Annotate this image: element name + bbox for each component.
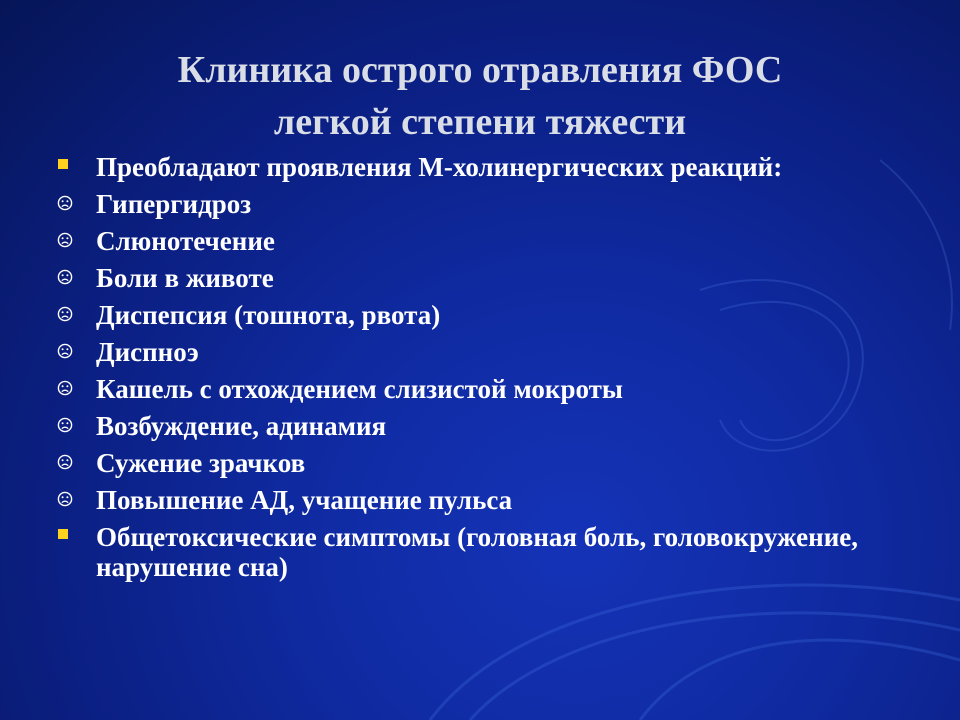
list-item-text: Слюнотечение [96, 226, 275, 256]
list-item [56, 337, 916, 367]
symptom-list [56, 152, 916, 589]
list-item-text: Диспноэ [96, 337, 199, 367]
list-item-text: Общетоксические симптомы (головная боль, головокружение, нарушение сна) [96, 522, 859, 582]
list-item-text: Повышение АД, учащение пульса [96, 485, 513, 515]
list-item [56, 300, 916, 330]
list-item-text: Преобладают проявления М-холинергических реакций: [96, 152, 783, 182]
list-item [56, 448, 916, 478]
list-item-text: Сужение зрачков [96, 448, 306, 478]
list-item [56, 411, 916, 441]
list-item [56, 152, 916, 182]
list-item-text: Кашель с отхождением слизистой мокроты [96, 374, 623, 404]
list-item [56, 226, 916, 256]
square-bullet-icon [56, 528, 76, 548]
frown-icon [56, 491, 76, 511]
frown-icon [56, 195, 76, 215]
frown-icon [56, 380, 76, 400]
list-item-text: Боли в животе [96, 263, 274, 293]
frown-icon [56, 454, 76, 474]
frown-icon [56, 417, 76, 437]
list-item [56, 485, 916, 515]
square-bullet-icon [56, 158, 76, 178]
title-line-1: Клиника острого отравления ФОС [177, 49, 783, 91]
title-line-2: легкой степени тяжести [273, 101, 687, 143]
frown-icon [56, 306, 76, 326]
list-item [56, 189, 916, 219]
frown-icon [56, 269, 76, 289]
frown-icon [56, 343, 76, 363]
list-item [56, 263, 916, 293]
list-item-text: Гипергидроз [96, 189, 252, 219]
list-item [56, 374, 916, 404]
list-item [56, 522, 916, 582]
frown-icon [56, 232, 76, 252]
list-item-text: Диспепсия (тошнота, рвота) [96, 300, 441, 330]
slide-title [0, 44, 960, 148]
list-item-text: Возбуждение, адинамия [96, 411, 387, 441]
